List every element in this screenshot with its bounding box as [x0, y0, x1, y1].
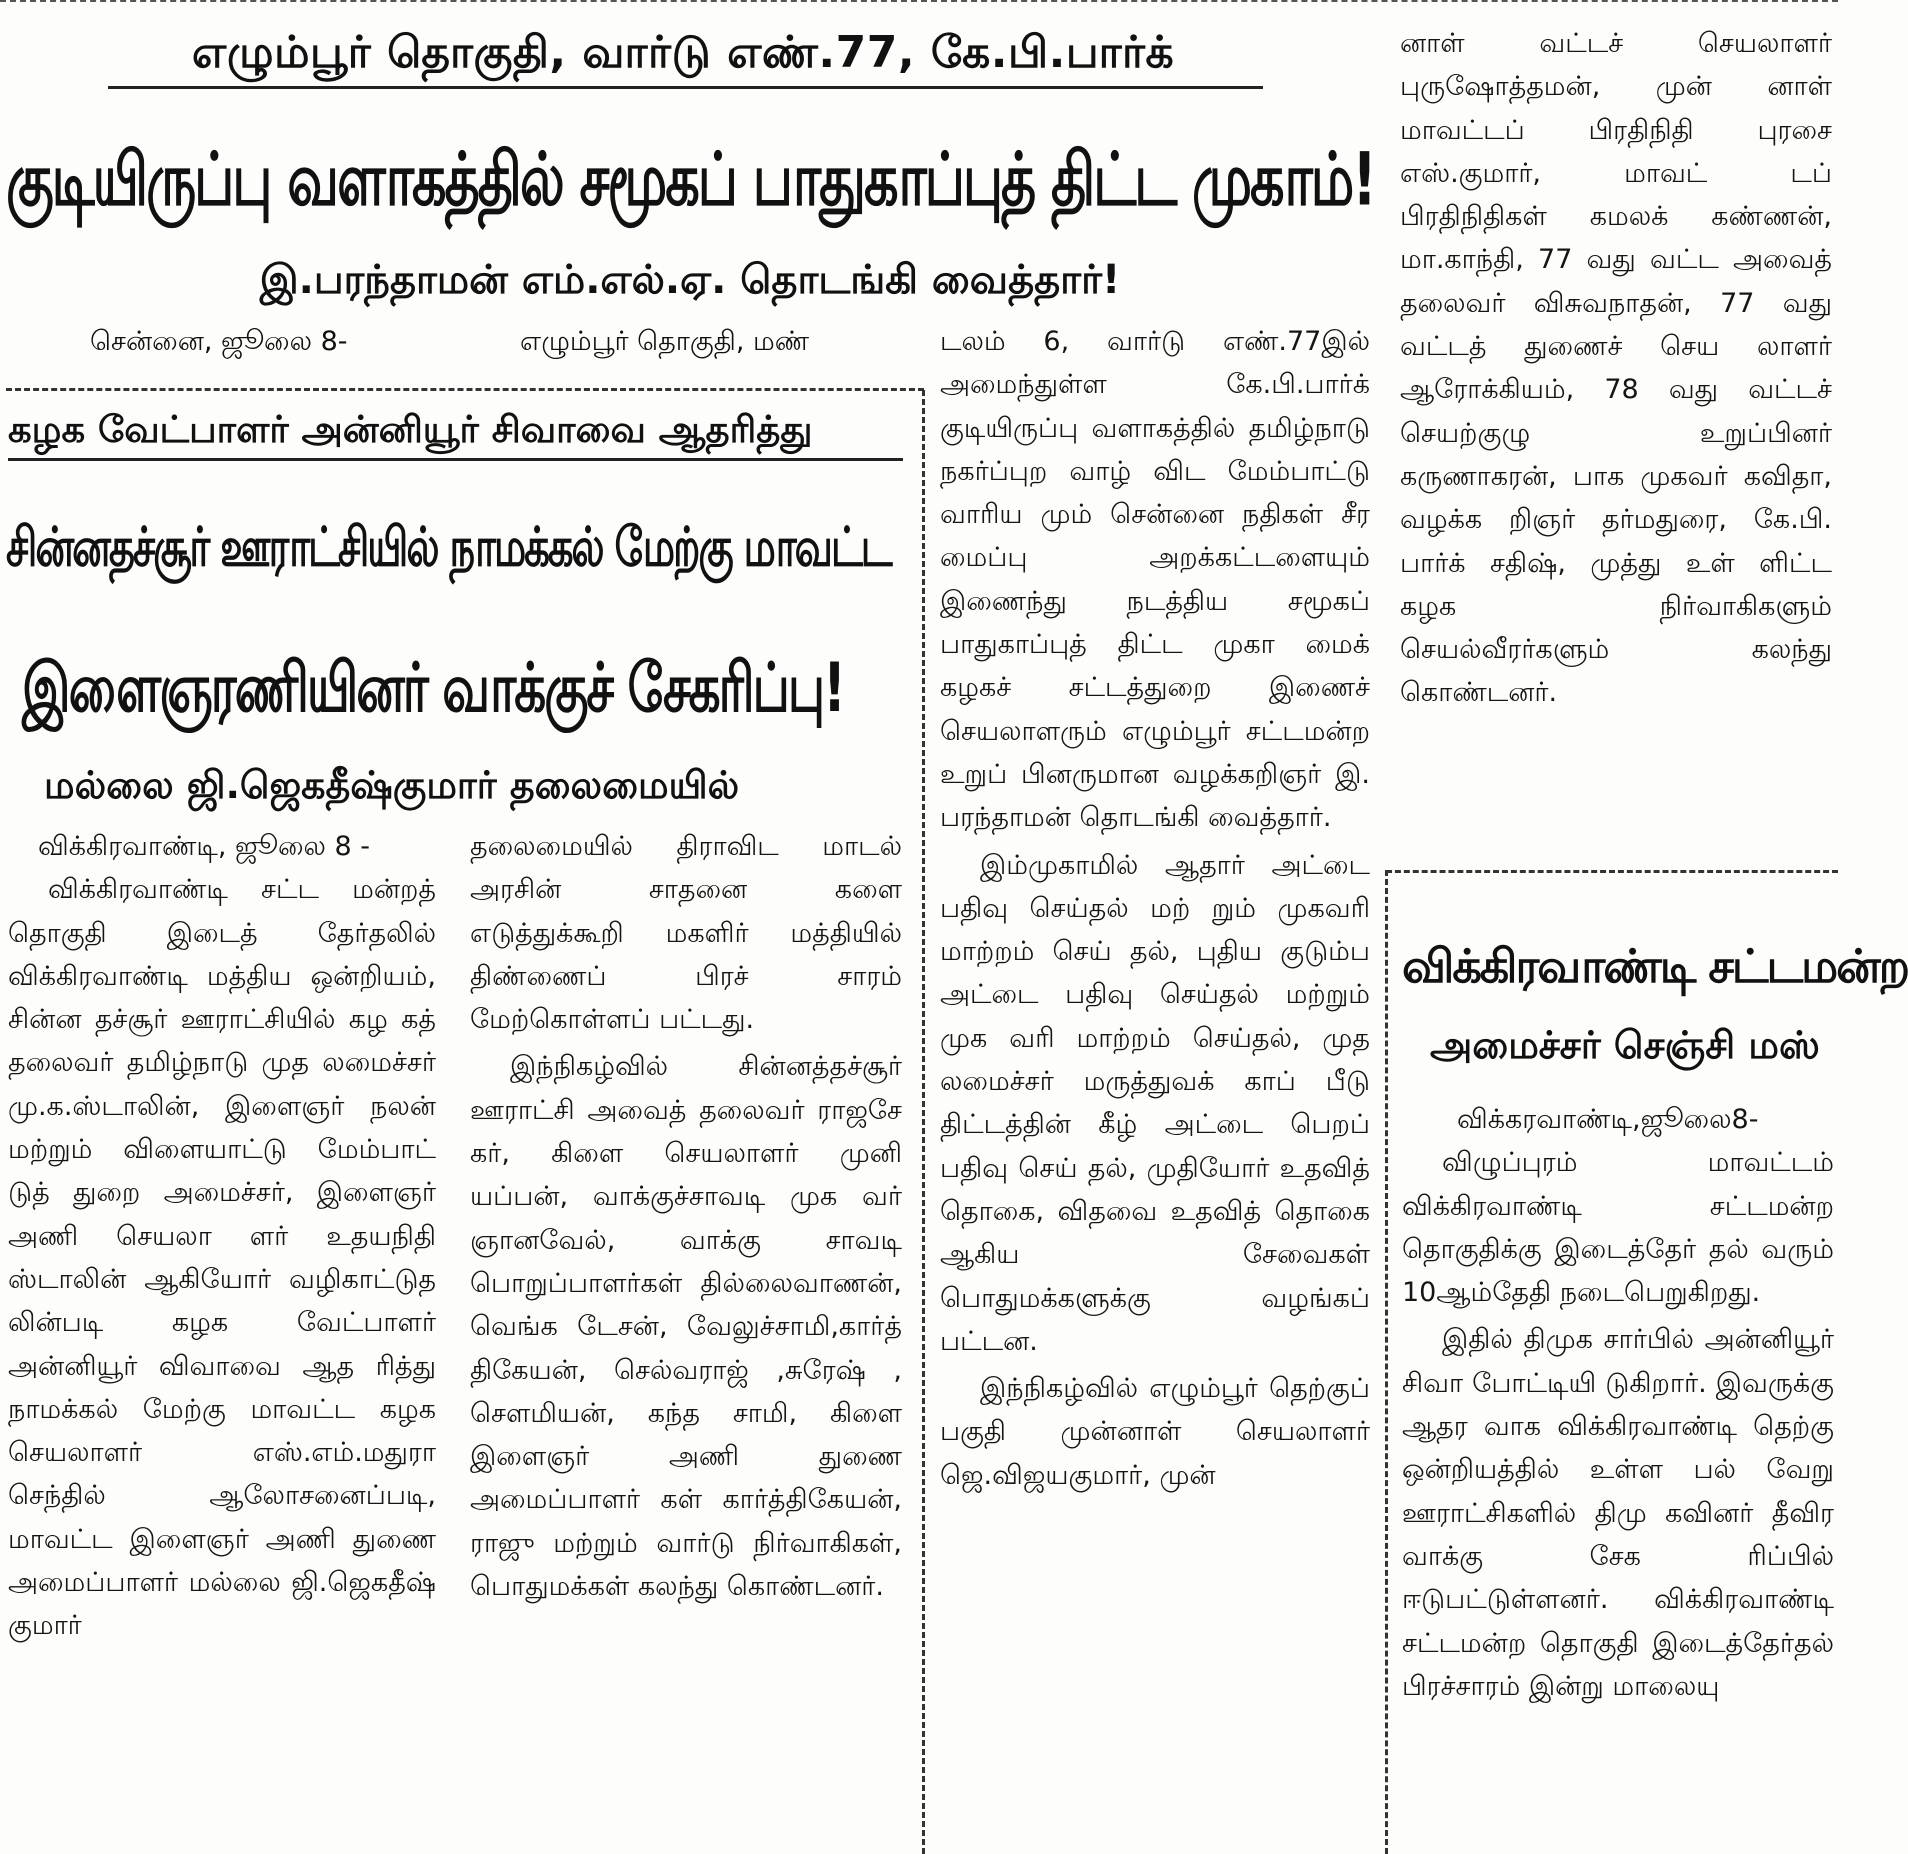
story3-body	[1402, 1098, 1834, 1854]
story2-col2-paragraph-1: தலைமையில் திராவிட மாடல் அரசின் சாதனை களை எடுத்துக்கூறி மகளிர் மத்தியில் திண்ணைப் பிரச் சாரம் மேற்கொள்ளப் பட்டது.	[470, 831, 902, 1036]
story2-headline-line1: சின்னதச்சூர் ஊராட்சியில் நாமக்கல் மேற்கு மாவட்ட	[6, 516, 891, 580]
story2-headline-line2: இளைஞரணியினர் வாக்குச் சேகரிப்பு!	[22, 648, 844, 728]
story3-paragraph-1: விழுப்புரம் மாவட்டம் விக்கிரவாண்டி சட்டமன்ற தொகுதிக்கு இடைத்தேர் தல் வரும் 10ஆம்தேதி நடைபெறுகிறது.	[1402, 1147, 1834, 1309]
story3-left-dashed-border	[1385, 870, 1388, 1854]
story2-kicker: கழக வேட்பாளர் அன்னியூர் சிவாவை ஆதரித்து	[8, 408, 813, 451]
story1-col3-paragraph-1: டலம் 6, வார்டு எண்.77இல் அமைந்துள்ள கே.பி.பார்க் குடியிருப்பு வளாகத்தில் தமிழ்நாடு நகர்ப்புற வாழ் விட மேம்பாட்டு வாரிய மும் சென்னை நதிகள் சீர மைப்பு அறக்கட்டளையும் இணைந்து நடத்திய சமூகப் பாதுகாப்புத் திட்ட முகா மைக் கழகச் சட்டத்துறை இணைச் செயலாளரும் எழும்பூர் சட்டமன்ற உறுப் பினருமான வழக்கறிஞர் இ. பரந்தாமன் தொடங்கி வைத்தார்.	[940, 326, 1370, 834]
story2-col1-paragraph: விக்கிரவாண்டி சட்ட மன்றத் தொகுதி இடைத் தேர்தலில் விக்கிரவாண்டி மத்திய ஒன்றியம், சின்ன தச்சூர் ஊராட்சியில் கழ கத் தலைவர் தமிழ்நாடு முத லமைச்சர் மு.க.ஸ்டாலின், இளைஞர் நலன் மற்றும் விளையாட்டு மேம்பாட் டுத் துறை அமைச்சர், இளைஞர் அணி செயலா ளர் உதயநிதி ஸ்டாலின் ஆகியோர் வழிகாட்டுத லின்படி கழக வேட்பாளர் அன்னியூர் விவாவை ஆத ரித்து நாமக்கல் மேற்கு மாவட்ட கழக செயலாளர் எஸ்.எம்.மதுரா செந்தில் ஆலோசனைப்படி, மாவட்ட இளைஞர் அணி துணை அமைப்பாளர் மல்லை ஜி.ஜெகதீஷ் குமார்	[8, 874, 436, 1642]
story1-column-4	[1400, 22, 1832, 852]
story3-dateline: விக்கரவாண்டி,ஜூலை8-	[1457, 1104, 1759, 1135]
story1-subhead: இ.பரந்தாமன் எம்.எல்.ஏ. தொடங்கி வைத்தார்!	[259, 257, 1121, 303]
story1-col3-paragraph-3: இந்நிகழ்வில் எழும்பூர் தெற்குப் பகுதி முன்னாள் செயலாளர் ஜெ.விஜயகுமார், முன்	[940, 1373, 1370, 1491]
story1-dateline: சென்னை, ஜூலை 8-	[90, 326, 348, 357]
story2-column-2	[470, 825, 902, 1854]
story3-headline: விக்கிரவாண்டி சட்டமன்ற	[1402, 939, 1908, 993]
story2-column-1	[8, 825, 436, 1854]
story3-paragraph-2: இதில் திமுக சார்பில் அன்னியூர் சிவா போட்டியி டுகிறார். இவருக்கு ஆதர வாக விக்கிரவாண்டி தெற்கு ஒன்றியத்தில் உள்ள பல் வேறு ஊராட்சிகளில் திமு கவினர் தீவிர வாக்கு சேக ரிப்பில் ஈடுபட்டுள்ளனர். விக்கிரவாண்டி சட்டமன்ற தொகுதி இடைத்தேர்தல் பிரச்சாரம் இன்று மாலையு	[1402, 1324, 1834, 1702]
story1-col4-paragraph: னாள் வட்டச் செயலாளர் புருஷோத்தமன், முன் னாள் மாவட்டப் பிரதிநிதி புரசை எஸ்.குமார், மாவட் டப் பிரதிநிதிகள் கமலக் கண்ணன், மா.காந்தி, 77 வது வட்ட அவைத் தலைவர் விசுவநாதன், 77 வது வட்டத் துணைச் செய லாளர் ஆரோக்கியம், 78 வது வட்டச் செயற்குழு உறுப்பினர் கருணாகரன், பாக முகவர் கவிதா, வழக்க றிஞர் தர்மதுரை, கே.பி. பார்க் சதிஷ், முத்து உள் ளிட்ட கழக நிர்வாகிகளும் செயல்வீரர்களும் கலந்து கொண்டனர்.	[1400, 28, 1832, 709]
story1-kicker: எழும்பூர் தொகுதி, வார்டு எண்.77, கே.பி.பார்க்	[191, 27, 1175, 78]
story1-column-3	[940, 320, 1370, 1854]
story2-dateline: விக்கிரவாண்டி, ஜூலை 8 -	[38, 831, 371, 862]
page-top-dashed-border	[0, 0, 1838, 2]
story3-subhead: அமைச்சர் செஞ்சி மஸ்	[1430, 1023, 1820, 1067]
story1-col3-paragraph-2: இம்முகாமில் ஆதார் அட்டை பதிவு செய்தல் மற் றும் முகவரி மாற்றம் செய் தல், புதிய குடும்ப அட்டை பதிவு செய்தல் மற்றும் முக வரி மாற்றம் செய்தல், முத லமைச்சர் மருத்துவக் காப் பீடு திட்டத்தின் கீழ் அட்டை பெறப் பதிவு செய் தல், முதியோர் உதவித் தொகை, விதவை உதவித் தொகை ஆகிய சேவைகள் பொதுமக்களுக்கு வழங்கப் பட்டன.	[940, 849, 1370, 1357]
story1-lead-fragment: எழும்பூர் தொகுதி, மண்	[520, 326, 810, 357]
story2-col2-paragraph-2: இந்நிகழ்வில் சின்னத்தச்சூர் ஊராட்சி அவைத் தலைவர் ராஜசே கர், கிளை செயலாளர் முனி யப்பன், வாக்குச்சாவடி முக வர் ஞானவேல், வாக்கு சாவடி பொறுப்பாளர்கள் தில்லைவாணன், வெங்க டேசன், வேலுச்சாமி,கார்த் திகேயன், செல்வராஜ் ,சுரேஷ் , சௌமியன், கந்த சாமி, கிளை இளைஞர் அணி துணை அமைப்பாளர் கள் கார்த்திகேயன், ராஜு மற்றும் வார்டு நிர்வாகிகள், பொதுமக்கள் கலந்து கொண்டனர்.	[470, 1051, 902, 1603]
story2-kicker-underline	[8, 458, 903, 461]
story2-right-dashed-border	[922, 390, 925, 1854]
story1-headline: குடியிருப்பு வளாகத்தில் சமூகப் பாதுகாப்புத் திட்ட முகாம்!	[6, 136, 1375, 222]
story2-subhead: மல்லை ஜி.ஜெகதீஷ்குமார் தலைமையில்	[44, 763, 740, 807]
story2-top-dashed-border	[6, 388, 924, 391]
story3-top-dashed-border	[1386, 870, 1838, 873]
story1-kicker-underline	[108, 86, 1263, 89]
